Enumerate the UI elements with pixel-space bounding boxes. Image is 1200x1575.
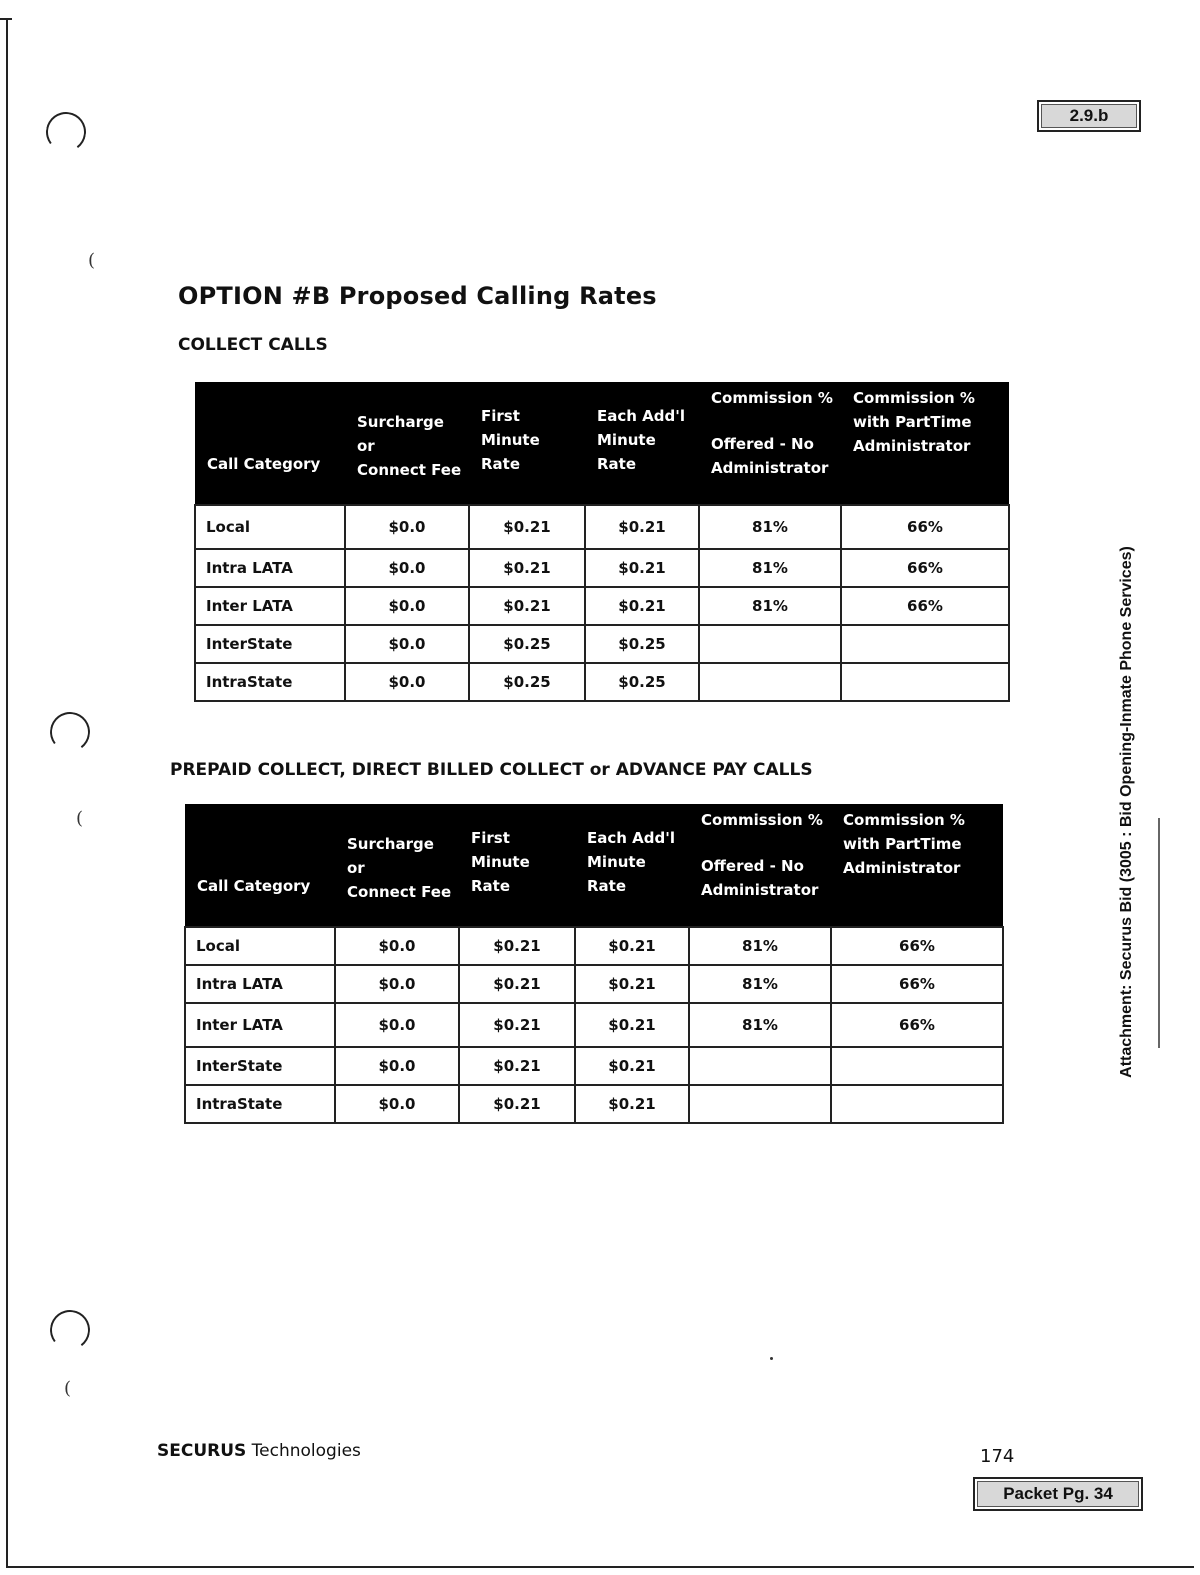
- cell-each-addl: $0.21: [575, 927, 689, 965]
- header-commission-no-admin: Commission % Offered - No Administrator: [689, 804, 831, 927]
- cell-commission-parttime: 66%: [831, 965, 1003, 1003]
- table-header-row: [185, 804, 1003, 927]
- cell-surcharge: $0.0: [345, 505, 469, 549]
- cell-commission-parttime: 66%: [841, 549, 1009, 587]
- cell-each-addl: $0.21: [575, 965, 689, 1003]
- cell-first-minute: $0.21: [469, 587, 585, 625]
- cell-surcharge: $0.0: [345, 625, 469, 663]
- table-row: [195, 505, 1009, 549]
- cell-surcharge: $0.0: [335, 965, 459, 1003]
- cell-commission-no-admin: [699, 625, 841, 663]
- cell-surcharge: $0.0: [345, 663, 469, 701]
- page-title: OPTION #B Proposed Calling Rates: [178, 282, 657, 310]
- table-row: [195, 663, 1009, 701]
- cell-call-category: Intra LATA: [195, 549, 345, 587]
- scan-mark: (: [88, 250, 96, 271]
- cell-call-category: Inter LATA: [185, 1003, 335, 1047]
- header-commission-no-admin: Commission % Offered - No Administrator: [699, 382, 841, 505]
- table-row: [195, 587, 1009, 625]
- cell-commission-parttime: [831, 1047, 1003, 1085]
- header-call-category: Call Category: [185, 804, 335, 927]
- cell-first-minute: $0.21: [459, 927, 575, 965]
- page-frame: [6, 18, 1194, 1568]
- cell-commission-no-admin: [689, 1047, 831, 1085]
- company-name-bold: SECURUS: [157, 1441, 247, 1461]
- cell-commission-no-admin: 81%: [689, 1003, 831, 1047]
- table-row: [185, 1085, 1003, 1123]
- cell-call-category: IntraState: [195, 663, 345, 701]
- header-commission-parttime: Commission % with PartTime Administrator: [841, 382, 1009, 505]
- cell-each-addl: $0.21: [585, 549, 699, 587]
- cell-commission-no-admin: [699, 663, 841, 701]
- cell-call-category: InterState: [185, 1047, 335, 1085]
- cell-call-category: Intra LATA: [185, 965, 335, 1003]
- cell-each-addl: $0.25: [585, 663, 699, 701]
- header-commission-parttime: Commission % with PartTime Administrator: [831, 804, 1003, 927]
- cell-call-category: Local: [185, 927, 335, 965]
- cell-each-addl: $0.21: [575, 1003, 689, 1047]
- table-row: [195, 549, 1009, 587]
- header-each-addl-minute: Each Add'l Minute Rate: [585, 382, 699, 505]
- cell-commission-parttime: [831, 1085, 1003, 1123]
- cell-commission-parttime: [841, 625, 1009, 663]
- header-first-minute: First Minute Rate: [469, 382, 585, 505]
- company-name-rest: Technologies: [246, 1441, 361, 1461]
- cell-call-category: Local: [195, 505, 345, 549]
- cell-surcharge: $0.0: [345, 587, 469, 625]
- header-surcharge: Surcharge or Connect Fee: [345, 382, 469, 505]
- cell-each-addl: $0.21: [585, 587, 699, 625]
- cell-first-minute: $0.21: [459, 1085, 575, 1123]
- attachment-side-note: Attachment: Securus Bid (3005 : Bid Opening-Inmate Phone Services): [1118, 546, 1135, 1078]
- cell-commission-no-admin: 81%: [689, 927, 831, 965]
- header-first-minute: First Minute Rate: [459, 804, 575, 927]
- cell-first-minute: $0.21: [459, 965, 575, 1003]
- header-call-category: Call Category: [195, 382, 345, 505]
- cell-first-minute: $0.21: [459, 1047, 575, 1085]
- section-heading-collect-calls: COLLECT CALLS: [178, 335, 328, 355]
- cell-call-category: IntraState: [185, 1085, 335, 1123]
- packet-page-stamp: Packet Pg. 34: [973, 1477, 1143, 1511]
- cell-surcharge: $0.0: [335, 1047, 459, 1085]
- table-row: [185, 1047, 1003, 1085]
- cell-commission-no-admin: [689, 1085, 831, 1123]
- page-number: 174: [980, 1446, 1015, 1467]
- packet-tag-stamp: 2.9.b: [1037, 100, 1141, 132]
- cell-first-minute: $0.25: [469, 663, 585, 701]
- scan-mark: (: [64, 1378, 72, 1399]
- cell-first-minute: $0.21: [469, 549, 585, 587]
- header-surcharge: Surcharge or Connect Fee: [335, 804, 459, 927]
- cell-commission-no-admin: 81%: [699, 587, 841, 625]
- table-row: [195, 625, 1009, 663]
- collect-calls-table: [194, 382, 1010, 702]
- cell-surcharge: $0.0: [335, 1085, 459, 1123]
- cell-first-minute: $0.25: [469, 625, 585, 663]
- cell-first-minute: $0.21: [469, 505, 585, 549]
- side-rule: [1158, 818, 1160, 1048]
- table-row: [185, 927, 1003, 965]
- cell-each-addl: $0.21: [575, 1085, 689, 1123]
- table-row: [185, 965, 1003, 1003]
- header-each-addl-minute: Each Add'l Minute Rate: [575, 804, 689, 927]
- cell-commission-parttime: [841, 663, 1009, 701]
- cell-each-addl: $0.21: [575, 1047, 689, 1085]
- cell-each-addl: $0.21: [585, 505, 699, 549]
- scan-mark: (: [76, 808, 84, 829]
- cell-commission-no-admin: 81%: [689, 965, 831, 1003]
- cell-surcharge: $0.0: [345, 549, 469, 587]
- scan-speck: [770, 1357, 773, 1360]
- cell-commission-no-admin: 81%: [699, 505, 841, 549]
- cell-commission-parttime: 66%: [841, 505, 1009, 549]
- cell-commission-parttime: 66%: [841, 587, 1009, 625]
- cell-first-minute: $0.21: [459, 1003, 575, 1047]
- prepaid-calls-table: [184, 804, 1004, 1124]
- cell-commission-no-admin: 81%: [699, 549, 841, 587]
- table-header-row: [195, 382, 1009, 505]
- cell-call-category: Inter LATA: [195, 587, 345, 625]
- cell-each-addl: $0.25: [585, 625, 699, 663]
- cell-surcharge: $0.0: [335, 1003, 459, 1047]
- cell-commission-parttime: 66%: [831, 1003, 1003, 1047]
- cell-call-category: InterState: [195, 625, 345, 663]
- cell-surcharge: $0.0: [335, 927, 459, 965]
- cell-commission-parttime: 66%: [831, 927, 1003, 965]
- table-row: [185, 1003, 1003, 1047]
- section-heading-prepaid-calls: PREPAID COLLECT, DIRECT BILLED COLLECT or ADVANCE PAY CALLS: [170, 760, 813, 780]
- footer-company: [157, 1441, 361, 1461]
